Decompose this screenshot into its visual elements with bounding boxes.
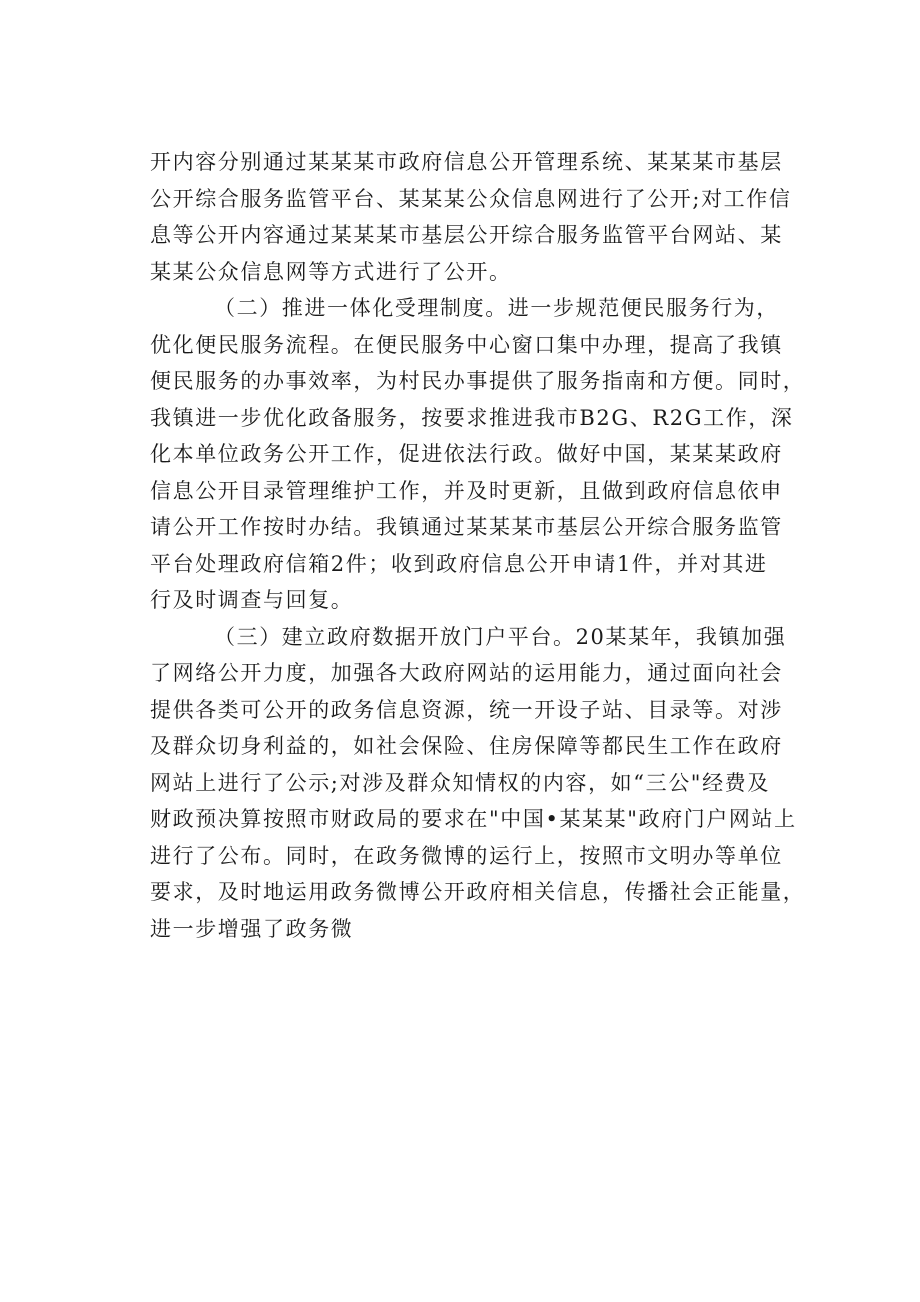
- text-line: 优化便民服务流程。在便民服务中心窗口集中办理，提高了我镇: [150, 332, 783, 357]
- text-line: 网站上进行了公示;对涉及群众知情权的内容，如“三公"经费及: [150, 770, 770, 795]
- text-line: 要求，及时地运用政务微博公开政府相关信息，传播社会正能量，: [150, 880, 806, 904]
- text-line: 平台处理政府信箱2件；收到政府信息公开申请1件，并对其进: [150, 551, 768, 576]
- text-line: 了网络公开力度，加强各大政府网站的运用能力，通过面向社会: [150, 661, 783, 685]
- paragraph-continuation: [150, 144, 810, 290]
- text-line: 行及时调查与回复。: [150, 588, 354, 612]
- text-line: 化本单位政务公开工作，促进依法行政。做好中国，某某某政府: [150, 442, 783, 466]
- text-line: 某某公众信息网等方式进行了公开。: [150, 259, 512, 284]
- text-line: 提供各类可公开的政务信息资源，统一开设子站、目录等。对涉: [150, 697, 783, 722]
- text-line: 信息公开目录管理维护工作，并及时更新，且做到政府信息依申: [150, 478, 783, 503]
- paragraph-section-2: [150, 290, 810, 619]
- text-line: 我镇进一步优化政备服务，按要求推进我市B2G、R2G工作，深: [150, 405, 794, 430]
- text-line: 息等公开内容通过某某某市基层公开综合服务监管平台网站、某: [150, 223, 783, 247]
- paragraph-section-3: [150, 619, 810, 948]
- text-line: 及群众切身利益的，如社会保险、住房保障等都民生工作在政府: [150, 734, 783, 758]
- section-heading-line: （三）建立政府数据开放门户平台。20某某年，我镇加强: [214, 624, 787, 649]
- text-line: 公开综合服务监管平台、某某某公众信息网进行了公开;对工作信: [150, 186, 792, 211]
- section-heading-line: （二）推进一体化受理制度。进一步规范便民服务行为，: [214, 296, 779, 320]
- text-line: 便民服务的办事效率，为村民办事提供了服务指南和方便。同时，: [150, 369, 806, 393]
- document-body: [150, 144, 810, 947]
- text-line: 开内容分别通过某某某市政府信息公开管理系统、某某某市基层: [150, 150, 783, 174]
- text-line: 进一步增强了政务微: [150, 916, 354, 941]
- text-line: 进行了公布。同时，在政务微博的运行上，按照市文明办等单位: [150, 843, 783, 868]
- text-line: 财政预决算按照市财政局的要求在"中国•某某某"政府门户网站上: [150, 807, 797, 831]
- text-line: 请公开工作按时办结。我镇通过某某某市基层公开综合服务监管: [150, 515, 783, 539]
